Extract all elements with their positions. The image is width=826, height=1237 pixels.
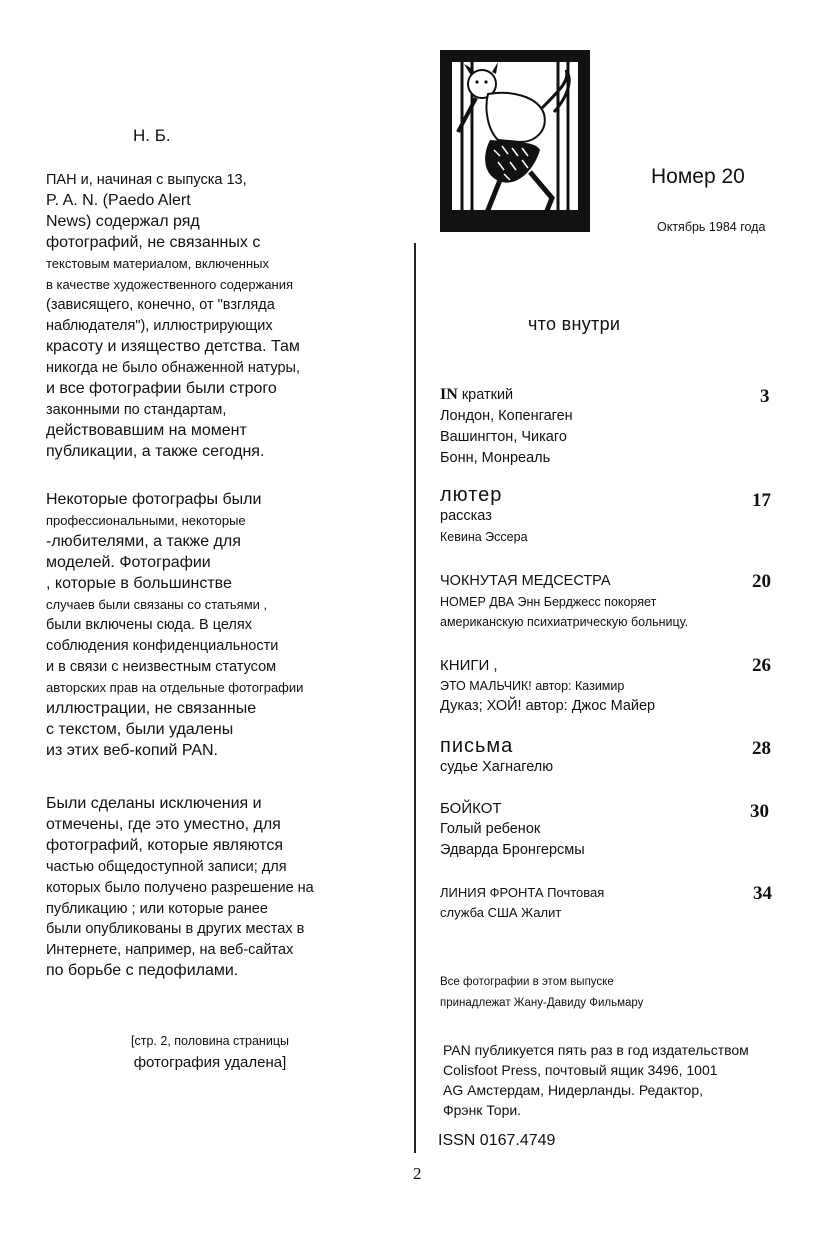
toc-head: ЧОКНУТАЯ МЕДСЕСТРА [440, 573, 611, 589]
toc-entry [440, 485, 780, 547]
toc-line: рассказ [440, 508, 492, 524]
text-line: Некоторые фотографы были [46, 491, 262, 508]
text-line: (зависящего, конечно, от "взгляда [46, 297, 275, 314]
credits-line: принадлежат Жану-Давиду Фильмару [440, 997, 644, 1009]
pan-logo-icon [440, 50, 590, 232]
text-line: и в связи с неизвестным статусом [46, 659, 277, 676]
toc-head: ЛИНИЯ ФРОНТА Почтовая [440, 885, 605, 900]
toc-page-number: 20 [752, 571, 771, 592]
text-line: законными по стандартам, [46, 401, 227, 418]
toc-entry [440, 384, 780, 469]
notice-paragraph-2 [46, 490, 366, 762]
text-line: иллюстрации, не связанные [46, 700, 257, 718]
removed-note-line-2: фотография удалена] [133, 1054, 287, 1071]
toc-line: НОМЕР ДВА Энн Берджесс покоряет [440, 595, 657, 609]
text-line: которых было получено разрешение на [46, 879, 314, 896]
toc-page-number: 28 [752, 738, 771, 759]
issue-date: Октябрь 1984 года [657, 220, 766, 234]
photo-removed-note [60, 1034, 360, 1071]
toc-line: судье Хагнагелю [440, 759, 554, 775]
issue-number: Номер 20 [651, 165, 745, 188]
text-line: в качестве художественного содержания [46, 276, 294, 292]
issn: ISSN 0167.4749 [438, 1132, 556, 1149]
toc-head: БОЙКОТ [440, 800, 502, 817]
pubinfo-line: Colisfoot Press, почтовый ящик 3496, 1001 [443, 1062, 718, 1078]
text-line: фотографий, которые являются [46, 836, 284, 854]
publisher-info [443, 1040, 788, 1120]
column-divider [414, 243, 416, 1153]
text-line: случаев были связаны со статьями , [46, 596, 268, 612]
text-line: по борьбе с педофилами. [46, 962, 239, 980]
pubinfo-line: AG Амстердам, Нидерланды. Редактор, [443, 1082, 703, 1098]
toc-line: американскую психиатрическую больницу. [440, 615, 689, 629]
toc-page-number: 30 [750, 801, 769, 822]
text-line: авторских прав на отдельные фотографии [46, 680, 304, 696]
removed-note-line-1: [стр. 2, половина страницы [131, 1034, 289, 1048]
toc-line: Вашингтон, Чикаго [440, 429, 567, 445]
text-line: были опубликованы в других местах в [46, 921, 305, 938]
text-line: с текстом, были удалены [46, 720, 234, 738]
text-line: отмечены, где это уместно, для [46, 815, 281, 833]
toc-entry [440, 571, 780, 632]
toc-entry [440, 883, 780, 923]
contents-title: что внутри [528, 314, 621, 334]
toc-head: письма [440, 735, 514, 757]
text-line: из этих веб-копий PAN. [46, 741, 218, 759]
toc-page-number: 3 [760, 386, 770, 407]
toc-entry [440, 655, 780, 717]
text-line: профессиональными, некоторые [46, 512, 246, 528]
text-line: моделей. Фотографии [46, 553, 211, 571]
toc-page-number: 26 [752, 655, 771, 676]
notice-paragraph-3 [46, 794, 366, 982]
text-line: News) содержал ряд [46, 212, 200, 230]
text-line: Были сделаны исключения и [46, 795, 262, 812]
nb-title: Н. Б. [133, 126, 171, 145]
text-line: наблюдателя"), иллюстрирующих [46, 318, 273, 335]
toc-head: краткий [461, 387, 514, 403]
toc-head: лютер [440, 484, 503, 506]
text-line: никогда не было обнаженной натуры, [46, 360, 300, 377]
text-line: ПАН и, начиная с выпуска 13, [46, 172, 247, 188]
text-line: текстовым материалом, включенных [46, 255, 269, 271]
photo-credits [440, 972, 643, 1014]
credits-line: Все фотографии в этом выпуске [440, 976, 614, 988]
pubinfo-line: Фрэнк Тори. [443, 1102, 522, 1118]
text-line: публикации, а также сегодня. [46, 442, 265, 460]
text-line: P. A. N. (Paedo Alert [46, 191, 191, 209]
notice-paragraph-1 [46, 170, 366, 463]
text-line: -любителями, а также для [46, 532, 241, 550]
text-line: действовавшим на момент [46, 421, 247, 439]
text-line: были включены сюда. В целях [46, 617, 252, 634]
toc-line: Кевина Эссера [440, 530, 528, 544]
toc-line: Дуказ; ХОЙ! автор: Джос Майер [440, 698, 656, 714]
pubinfo-line: PAN публикуется пять раз в год издательством [443, 1042, 749, 1058]
toc-page-number: 34 [753, 883, 772, 904]
toc-line: Лондон, Копенгаген [440, 408, 573, 424]
text-line: , которые в большинстве [46, 574, 232, 592]
text-line: соблюдения конфиденциальности [46, 638, 279, 655]
toc-line: Голый ребенок [440, 821, 541, 837]
text-line: частью общедоступной записи; для [46, 858, 287, 875]
toc-line: Эдварда Бронгерсмы [440, 842, 585, 858]
text-line: красоту и изящество детства. Там [46, 338, 300, 356]
text-line: публикацию ; или которые ранее [46, 900, 268, 917]
toc-entry [440, 736, 780, 778]
toc-line: ЭТО МАЛЬЧИК! автор: Казимир [440, 679, 625, 693]
toc-entry [440, 798, 780, 861]
toc-page-number: 17 [752, 490, 771, 511]
toc-line: Бонн, Монреаль [440, 450, 551, 466]
toc-head-prefix: IN [440, 386, 458, 403]
text-line: и все фотографии были строго [46, 380, 277, 398]
text-line: Интернете, например, на веб-сайтах [46, 942, 294, 959]
text-line: фотографий, не связанных с [46, 233, 261, 251]
page-number: 2 [413, 1164, 422, 1183]
toc-head: КНИГИ , [440, 657, 498, 674]
toc-line: служба США Жалит [440, 905, 562, 920]
